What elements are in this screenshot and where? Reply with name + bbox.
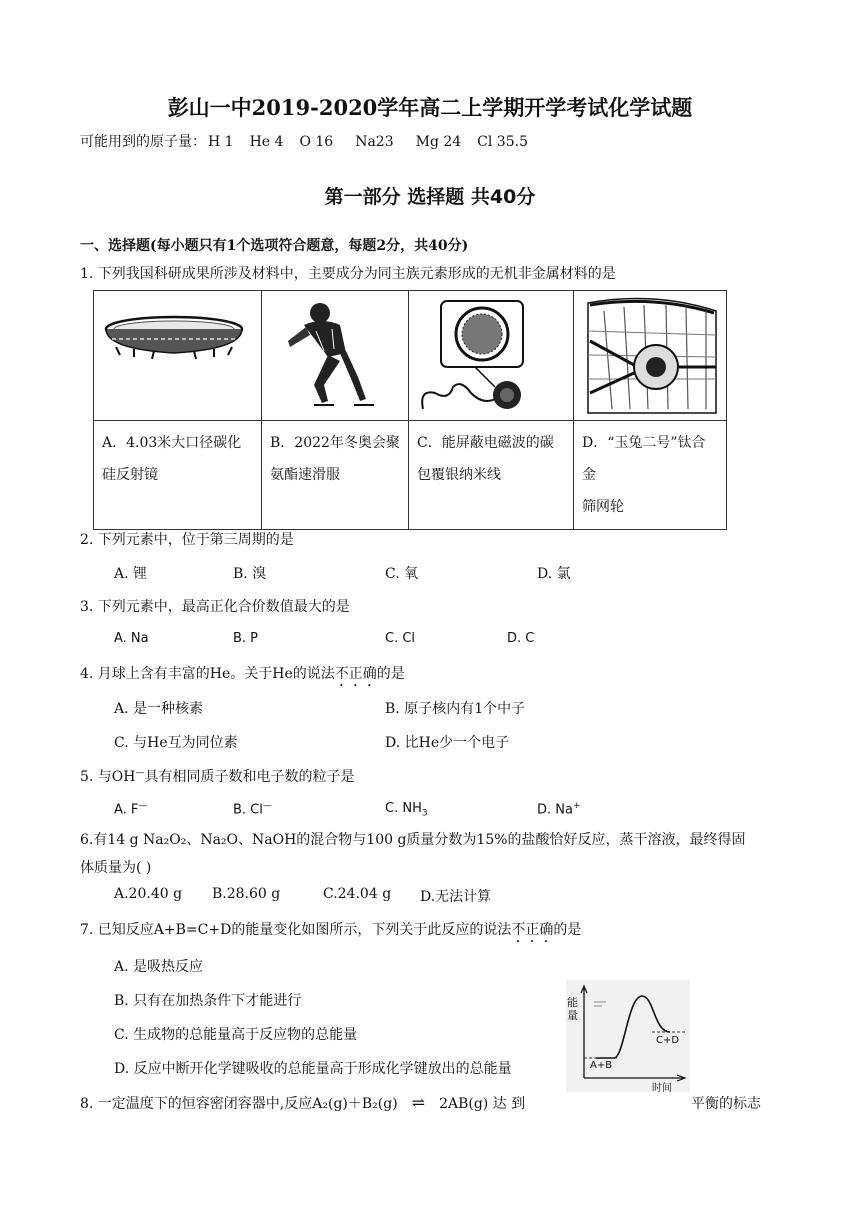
question-4-option-c[interactable]: C. 与He互为同位素 bbox=[114, 735, 238, 751]
question-8-stem-mid: 2AB(g) 达 到 bbox=[439, 1096, 526, 1112]
question-4-option-a[interactable]: A. 是一种核素 bbox=[114, 701, 204, 717]
question-2-option-a[interactable]: A. 锂 bbox=[114, 566, 148, 582]
atomic-mass-item: Na23 bbox=[355, 134, 394, 150]
question-6-stem-line1: 6.有14 g Na₂O₂、Na₂O、NaOH的混合物与100 g质量分数为15%的盐酸恰好反应，蒸干溶液，最终得固 bbox=[80, 832, 746, 848]
option-c-caption bbox=[409, 421, 574, 530]
x-axis-label: 时间 bbox=[652, 1083, 672, 1094]
superscript: — bbox=[138, 801, 148, 811]
question-3-option-d[interactable]: D. C bbox=[507, 631, 535, 646]
question-3-stem: 3. 下列元素中，最高正化合价数值最大的是 bbox=[80, 599, 350, 615]
question-7-stem-text: 7. 已知反应A+B=C+D的能量变化如图所示，下列关于此反应的说法 bbox=[80, 922, 512, 938]
part-title: 第一部分 选择题 共40分 bbox=[324, 186, 536, 208]
section-title: 一、选择题(每小题只有1个选项符合题意，每题2分，共40分) bbox=[80, 238, 469, 254]
rover-wheel-icon bbox=[574, 291, 724, 416]
question-6-option-b[interactable]: B.28.60 g bbox=[212, 886, 281, 902]
question-7-option-a[interactable]: A. 是吸热反应 bbox=[114, 959, 204, 975]
option-c-caption-line2: 包覆银纳米线 bbox=[417, 467, 501, 483]
atomic-mass-item: O 16 bbox=[299, 134, 334, 150]
option-a-image bbox=[94, 291, 262, 421]
option-a-caption bbox=[94, 421, 262, 530]
question-5-stem-text: 5. 与OH bbox=[80, 769, 136, 785]
question-4-stem bbox=[80, 663, 405, 690]
superscript: — bbox=[135, 768, 145, 779]
superscript: — bbox=[262, 801, 272, 811]
question-5-stem-end: 具有相同质子数和电子数的粒子是 bbox=[144, 769, 355, 785]
option-text: B. Cl bbox=[233, 802, 263, 818]
equilibrium-arrow-icon: ⇌ bbox=[411, 1093, 426, 1112]
option-a-caption-line2: 硅反射镜 bbox=[102, 467, 158, 483]
question-7-stem-end: 的是 bbox=[553, 922, 582, 938]
speed-skater-icon bbox=[262, 291, 407, 416]
option-b-image bbox=[262, 291, 409, 421]
nanowire-icon bbox=[409, 291, 572, 416]
reactants-label: A+B bbox=[590, 1060, 613, 1071]
question-6-option-c[interactable]: C.24.04 g bbox=[323, 886, 392, 902]
question-4-option-b[interactable]: B. 原子核内有1个中子 bbox=[385, 701, 526, 717]
option-d-caption-line2: 筛网轮 bbox=[582, 499, 624, 515]
question-7-option-b[interactable]: B. 只有在加热条件下才能进行 bbox=[114, 993, 302, 1009]
question-4-stem-end: 的是 bbox=[376, 666, 405, 682]
atomic-mass-item: He 4 bbox=[249, 134, 284, 150]
question-3-option-a[interactable]: A. Na bbox=[114, 631, 149, 646]
question-6-stem-line2: 体质量为( ) bbox=[80, 860, 152, 876]
question-1-stem: 1. 下列我国科研成果所涉及材料中，主要成分为同主族元素形成的无机非金属材料的是 bbox=[80, 266, 616, 282]
y-axis-label: 能量 bbox=[567, 996, 578, 1022]
superscript: + bbox=[572, 801, 581, 811]
option-d-image bbox=[574, 291, 727, 421]
question-6-option-a[interactable]: A.20.40 g bbox=[114, 886, 183, 902]
energy-diagram bbox=[566, 980, 690, 1092]
question-8-stem bbox=[80, 1093, 525, 1113]
question-2-stem: 2. 下列元素中，位于第三周期的是 bbox=[80, 532, 294, 548]
atomic-masses bbox=[80, 131, 544, 151]
option-b-caption-line2: 氨酯速滑服 bbox=[270, 467, 340, 483]
atomic-mass-item: H 1 bbox=[208, 134, 234, 150]
option-text: D. Na bbox=[537, 802, 573, 818]
question-3-option-b[interactable]: B. P bbox=[233, 631, 259, 646]
option-c-caption-line1: C．能屏蔽电磁波的碳 bbox=[417, 435, 554, 451]
atomic-masses-label: 可能用到的原子量： bbox=[80, 134, 206, 150]
question-7-option-d[interactable]: D. 反应中断开化学键吸收的总能量高于形成化学键放出的总能量 bbox=[114, 1061, 512, 1077]
question-7-stem bbox=[80, 919, 581, 946]
reflector-mirror-icon bbox=[94, 291, 260, 416]
atomic-mass-item: Cl 35.5 bbox=[477, 134, 528, 150]
question-7-option-c[interactable]: C. 生成物的总能量高于反应物的总能量 bbox=[114, 1027, 358, 1043]
option-b-caption-line1: B．2022年冬奥会聚 bbox=[270, 435, 400, 451]
question-5-option-a[interactable] bbox=[114, 801, 147, 817]
question-1-materials-table bbox=[93, 290, 727, 530]
question-8-stem-end: 平衡的标志 bbox=[691, 1096, 761, 1112]
option-text: C. NH bbox=[385, 801, 422, 816]
question-2-option-d[interactable]: D. 氯 bbox=[537, 566, 571, 582]
question-4-stem-text: 4. 月球上含有丰富的He。关于He的说法 bbox=[80, 666, 335, 682]
paper-title: 彭山一中2019-2020学年高二上学期开学考试化学试题 bbox=[167, 95, 693, 120]
question-6-option-d[interactable]: D.无法计算 bbox=[420, 889, 492, 905]
emphasis-text: 不正确 bbox=[511, 922, 554, 938]
question-5-stem bbox=[80, 766, 355, 786]
option-b-caption bbox=[262, 421, 409, 530]
question-2-option-c[interactable]: C. 氧 bbox=[385, 566, 419, 582]
option-c-image bbox=[409, 291, 574, 421]
emphasis-text: 不正确 bbox=[334, 666, 377, 682]
products-label: C+D bbox=[656, 1035, 680, 1046]
question-2-option-b[interactable]: B. 溴 bbox=[233, 566, 267, 582]
option-d-caption-line1: D．“玉兔二号”钛合金 bbox=[582, 435, 706, 483]
question-5-option-c[interactable] bbox=[385, 801, 428, 819]
option-text: A. F bbox=[114, 802, 139, 818]
subscript: 3 bbox=[421, 808, 428, 819]
question-8-stem-text: 8. 一定温度下的恒容密闭容器中,反应A₂(g)＋B₂(g) bbox=[80, 1096, 398, 1112]
option-a-caption-line1: A．4.03米大口径碳化 bbox=[102, 435, 242, 451]
question-4-option-d[interactable]: D. 比He少一个电子 bbox=[385, 735, 510, 751]
question-5-option-b[interactable] bbox=[233, 801, 272, 817]
atomic-mass-item: Mg 24 bbox=[415, 134, 462, 150]
question-5-option-d[interactable] bbox=[537, 801, 581, 817]
question-3-option-c[interactable]: C. Cl bbox=[385, 631, 416, 646]
option-d-caption bbox=[574, 421, 727, 530]
